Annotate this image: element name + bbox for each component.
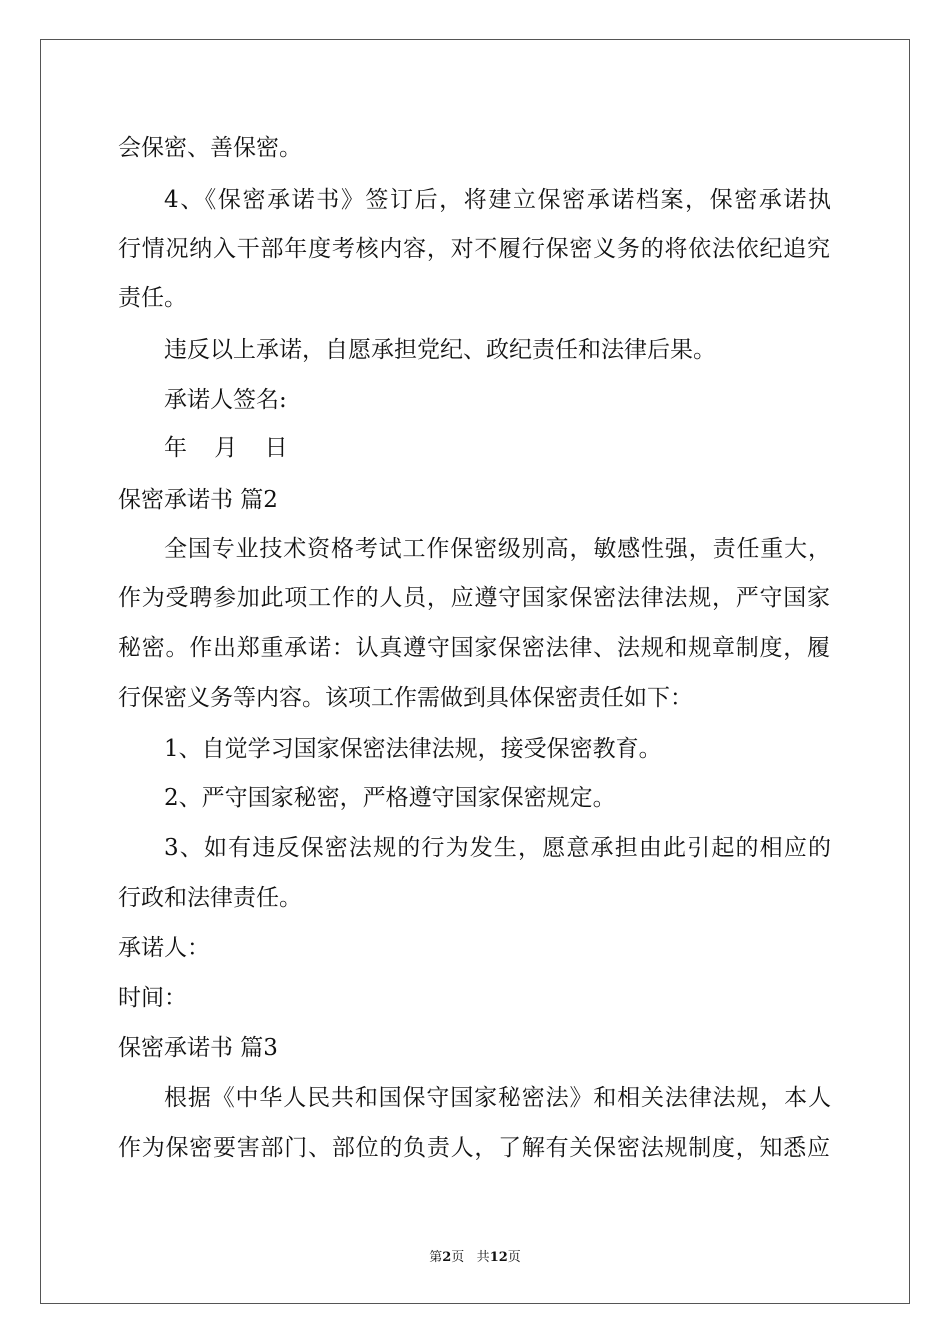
text-line: 秘密。作出郑重承诺：认真遵守国家保密法律、法规和规章制度，履	[118, 635, 830, 661]
text-line: 违反以上承诺，自愿承担党纪、政纪责任和法律后果。	[164, 337, 716, 363]
text-line: 2、严守国家秘密，严格遵守国家保密规定。	[164, 785, 616, 811]
text-line: 全国专业技术资格考试工作保密级别高，敏感性强，责任重大，	[164, 536, 831, 562]
total-suffix: 页	[507, 1250, 521, 1265]
page-number: 2	[442, 1250, 452, 1265]
date-line: 年 月 日	[164, 435, 288, 461]
text-line: 行情况纳入干部年度考核内容，对不履行保密义务的将依法依纪追究	[118, 236, 830, 262]
total-pages: 12	[489, 1250, 508, 1265]
page-prefix: 第	[429, 1250, 443, 1265]
text-line: 承诺人：	[118, 935, 210, 961]
page-footer	[0, 1246, 950, 1265]
text-line: 时间：	[118, 985, 187, 1011]
text-line: 作为保密要害部门、部位的负责人，了解有关保密法规制度，知悉应	[118, 1135, 830, 1161]
total-prefix: 共	[476, 1250, 490, 1265]
page-frame	[40, 39, 910, 1304]
text-line: 责任。	[118, 285, 187, 311]
section-heading: 保密承诺书 篇3	[118, 1035, 278, 1061]
text-line: 根据《中华人民共和国保守国家秘密法》和相关法律法规，本人	[164, 1085, 831, 1111]
section-heading: 保密承诺书 篇2	[118, 487, 278, 513]
text-line: 行政和法律责任。	[118, 885, 302, 911]
text-line: 4、《保密承诺书》签订后，将建立保密承诺档案，保密承诺执	[164, 187, 831, 213]
text-line: 行保密义务等内容。该项工作需做到具体保密责任如下：	[118, 685, 693, 711]
text-line: 作为受聘参加此项工作的人员，应遵守国家保密法律法规，严守国家	[118, 585, 830, 611]
page-suffix: 页	[451, 1250, 465, 1265]
text-line: 承诺人签名:	[164, 387, 287, 413]
text-line: 1、自觉学习国家保密法律法规，接受保密教育。	[164, 736, 662, 762]
text-line: 3、如有违反保密法规的行为发生，愿意承担由此引起的相应的	[164, 835, 831, 861]
text-line: 会保密、善保密。	[118, 135, 302, 161]
